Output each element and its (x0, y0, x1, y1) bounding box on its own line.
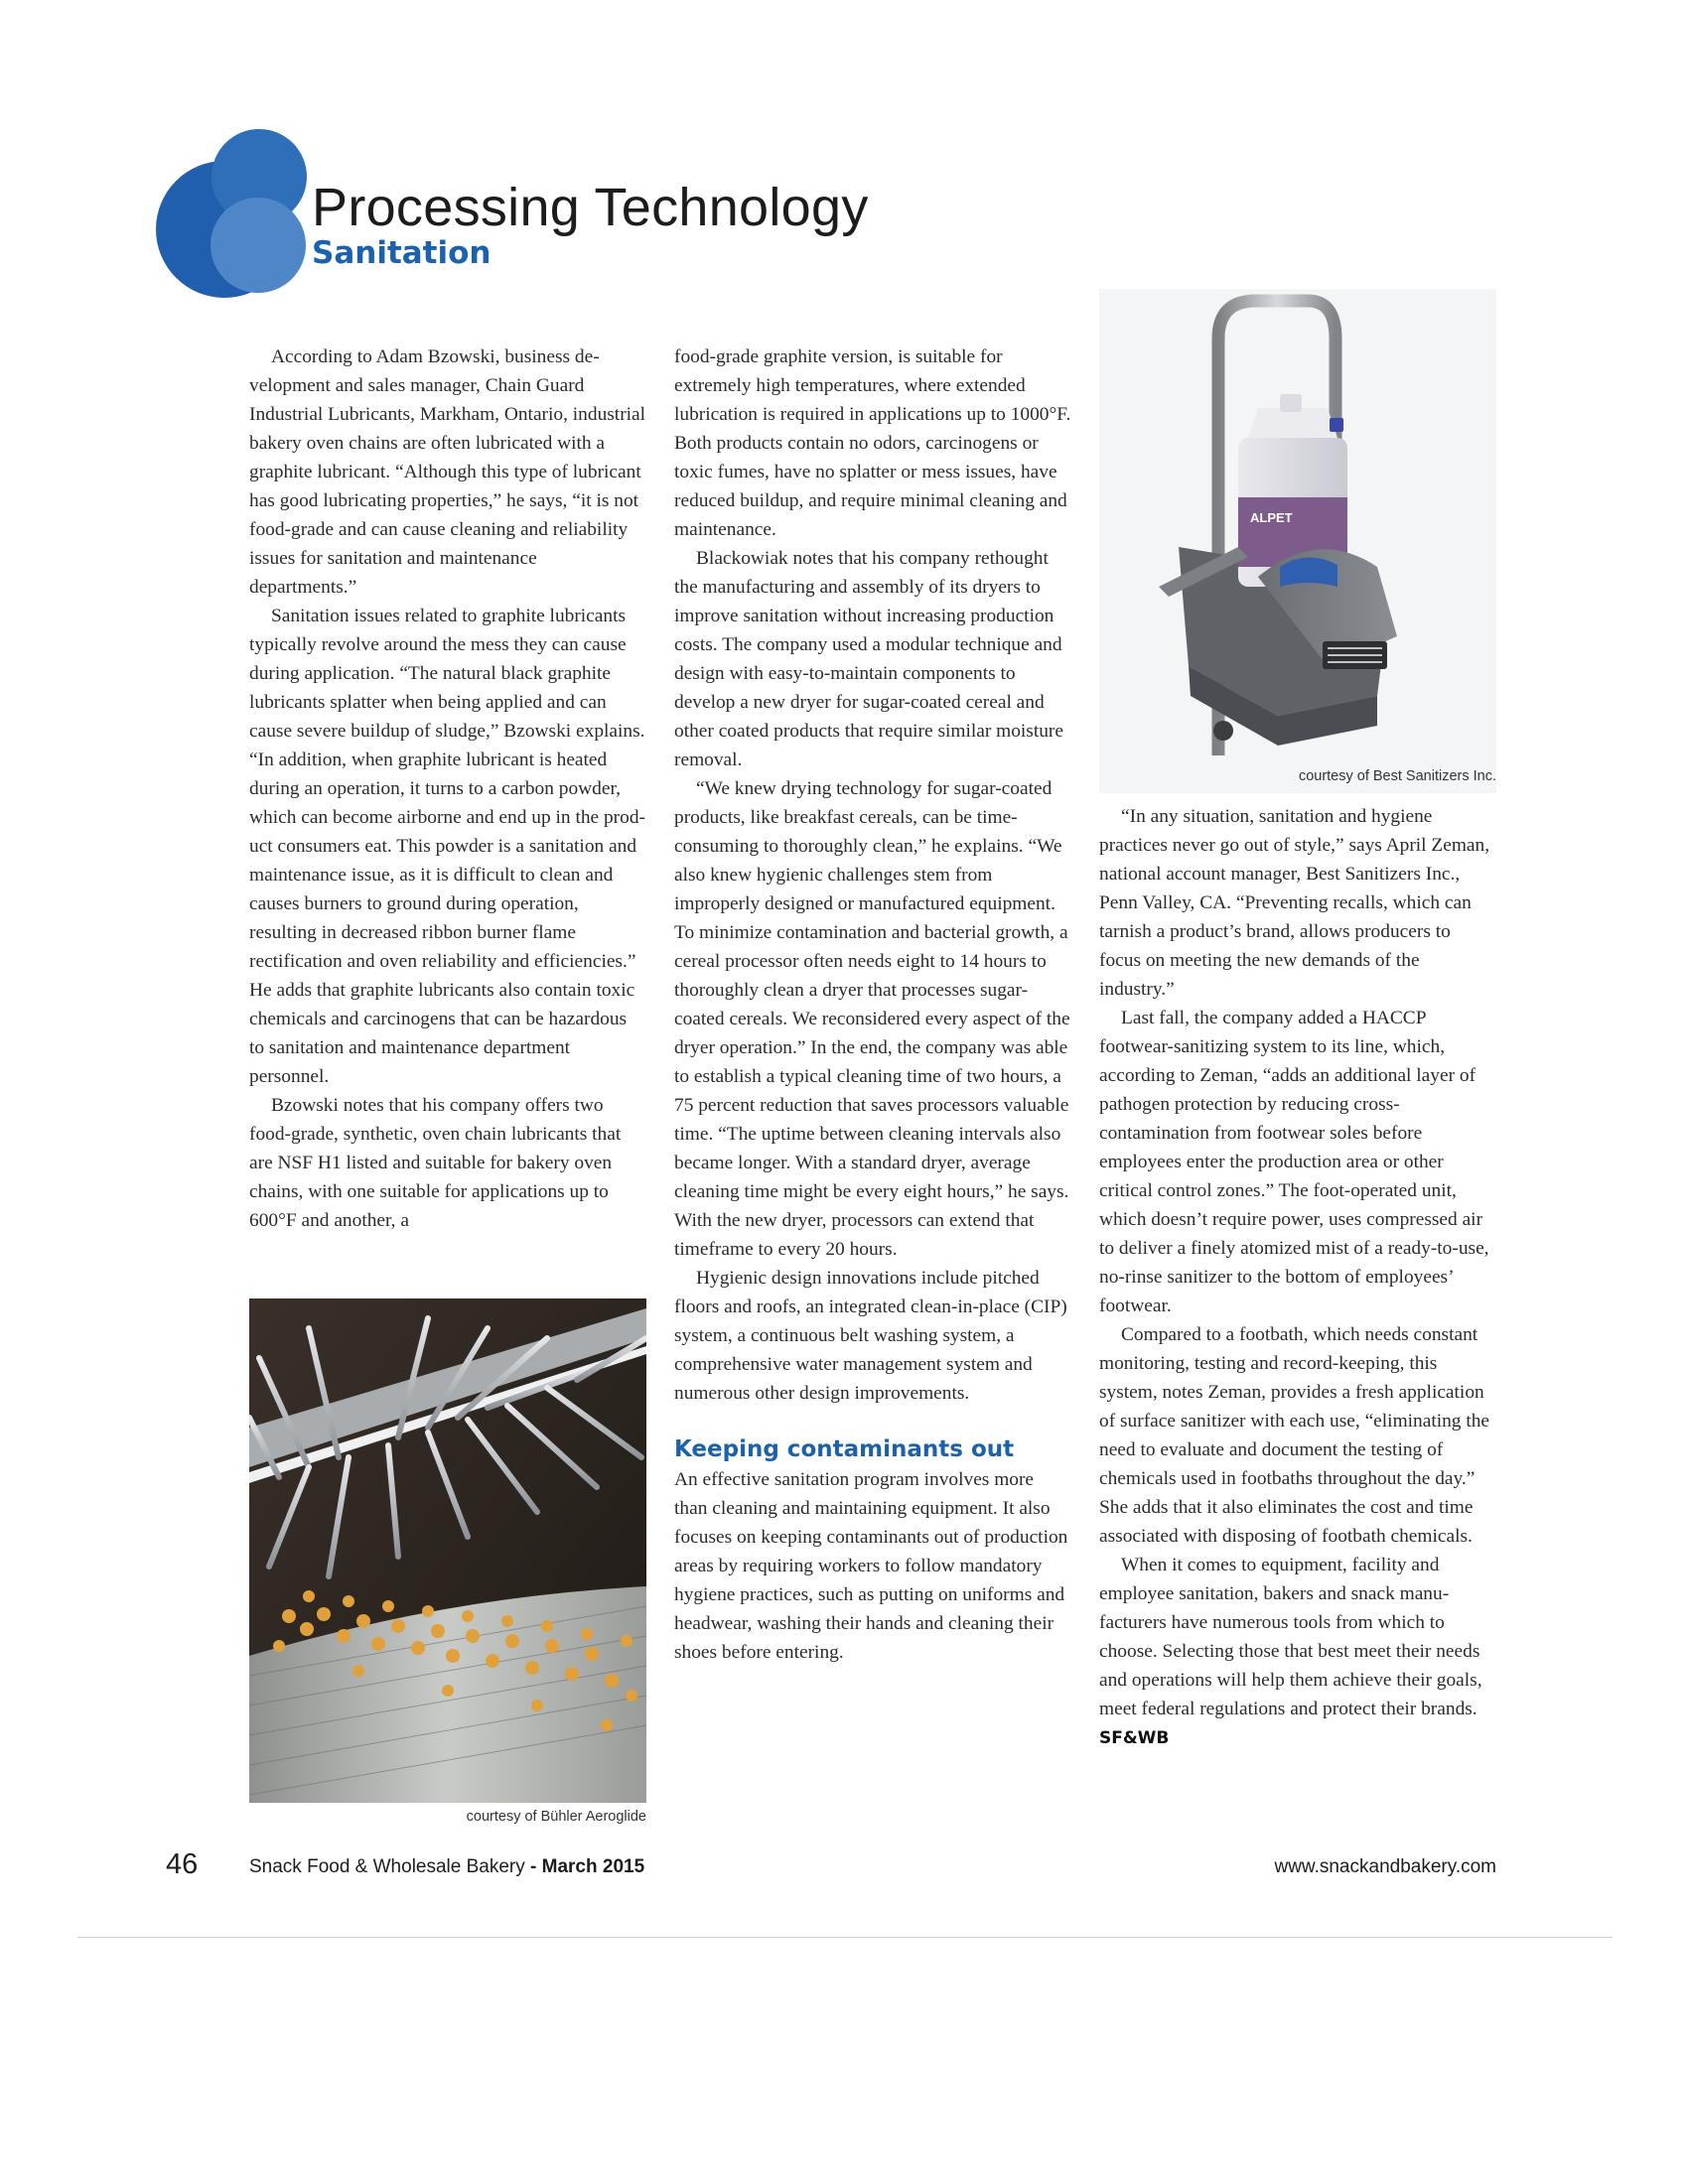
section-title: Processing Technology (312, 178, 869, 237)
article-column-2 (674, 342, 1071, 1667)
subheading: Keeping contaminants out (674, 1436, 1015, 1462)
paragraph: Bzowski notes that his company offers two food-grade, synthetic, oven chain lubricants that are NSF H1 listed and suitable for bakery oven chains, with one suitable for applications up to 600°F and another, a (249, 1095, 622, 1231)
issue-date: March 2015 (541, 1856, 645, 1877)
sanitizer-unit-photo (1099, 289, 1496, 793)
section-logo-circle (211, 198, 306, 293)
website-url: www.snackandbakery.com (1274, 1856, 1496, 1877)
footwear-sanitizer-illustration (1099, 289, 1496, 793)
paragraph: According to Adam Bzowski, business development and sales manager, Chain Guard Industrial Lubricants, Markham, Ontario, industrial bakery oven chains are often lubricated with a graphite lubricant. “Although this type of lubricant has good lubricating properties,” he says, “it is not food-grade and can cause cleaning and reliability issues for sanitation and maintenance departments.” (249, 346, 646, 598)
photo-credit: courtesy of Best Sanitizers Inc. (1298, 768, 1496, 784)
footer-separator: - (524, 1856, 542, 1877)
article-column-3 (1099, 802, 1496, 1753)
dryer-illustration (249, 1298, 646, 1803)
paragraph: Hygienic design innovations include pitched floors and roofs, an integrated clean-in-place (CIP) system, a continuous belt washing system, a comprehensive water management system and numerous other design improvements. (674, 1268, 1067, 1404)
paragraph: Blackowiak notes that his company rethought the manufacturing and assembly of its dryers to improve sanitation without increasing production costs. The company used a modular technique and design with easy-to-maintain components to develop a new dryer for sugar-coated cereal and other coated products that require similar moisture removal. (674, 548, 1063, 770)
dryer-photo (249, 1298, 646, 1803)
paragraph: Compared to a footbath, which needs constant monitoring, testing and record-keeping, this system, notes Zeman, provides a fresh application of surface sanitizer with each use, “eliminating the need to evaluate and document the testing of chemicals used in footbaths throughout the day.” She adds that it also eliminates the cost and time associated with disposing of footbath chemicals. (1099, 1324, 1490, 1547)
paragraph: “In any situation, sanitation and hygiene practices never go out of style,” says April Zeman, national account manager, Best Sanitizers Inc., Penn Valley, CA. “Preventing recalls, which can tarnish a product’s brand, allows producers to focus on meeting the new demands of the industry.” (1099, 806, 1490, 1000)
paragraph: Sanitation issues related to graphite lubricants typically revolve around the mess they can cause during application. “The natural black graphite lubricants splatter when being applied and can cause severe buildup of sludge,” Bzowski explains. “In addition, when graphite lubricant is heated during an operation, it turns to a carbon powder, which can become airborne and end up in the product consumers eat. This powder is a sanitation and maintenance issue, as it is difficult to clean and causes burners to ground during operation, resulting in decreased ribbon burner flame rectification and oven reliability and efficiencies.” He adds that graphite lubricants also contain toxic chemicals and carcinogens that can be hazardous to sanitation and maintenance department personnel. (249, 606, 645, 1087)
paragraph: An effective sanitation program involves more than cleaning and maintaining equipment. It also focuses on keeping contaminants out of production areas by requiring workers to follow mandatory hygiene practices, such as putting on uniforms and headwear, washing their hands and cleaning their shoes before entering. (674, 1469, 1068, 1663)
section-subtitle: Sanitation (312, 235, 492, 271)
paragraph: food-grade graphite version, is suitable for extremely high temperatures, where extended lubrication is required in applications up to 1000°F. Both products contain no odors, carcinogens or toxic fumes, have no splatter or mess issues, have reduced buildup, and require minimal cleaning and maintenance. (674, 346, 1071, 540)
magazine-footer (249, 1856, 644, 1878)
magazine-name: Snack Food & Wholesale Bakery (249, 1856, 525, 1877)
paragraph-text: When it comes to equipment, facility and employee sanitation, bakers and snack manufacturers have numerous tools from which to choose. Selecting those that best meet their needs and operations will help them achieve their goals, meet federal regulations and protect their brands. (1099, 1555, 1482, 1719)
paragraph: “We knew drying technology for sugar-coated products, like breakfast cereals, can be time-consuming to thoroughly clean,” he explains. “We also knew hygienic challenges stem from improperly designed or manufactured equipment. To minimize contamination and bacterial growth, a cereal processor often needs eight to 14 hours to thoroughly clean a dryer that processes sugar-coated cereals. We reconsidered every aspect of the dryer operation.” In the end, the company was able to establish a typical cleaning time of two hours, a 75 percent reduction that saves processors valuable time. “The uptime between cleaning intervals also became longer. With a standard dryer, average cleaning time might be every eight hours,” he says. With the new dryer, processors can extend that timeframe to every 20 hours. (674, 778, 1070, 1260)
unit-label: ALPET (1250, 510, 1293, 525)
page-divider (77, 1937, 1613, 1938)
article-column-1 (249, 342, 646, 1235)
article-signoff: SF&WB (1099, 1728, 1170, 1748)
photo-credit: courtesy of Bühler Aeroglide (466, 1809, 646, 1825)
paragraph: Last fall, the company added a HACCP footwear-sanitizing system to its line, which, according to Zeman, “adds an additional layer of pathogen protection by reducing cross-contamination from footwear soles before employees enter the production area or other critical control zones.” The foot-operated unit, which doesn’t require power, uses compressed air to deliver a finely atomized mist of a ready-to-use, no-rinse sanitizer to the bottom of employees’ footwear. (1099, 1008, 1489, 1316)
page-number: 46 (166, 1848, 199, 1880)
paragraph (1099, 1551, 1496, 1753)
